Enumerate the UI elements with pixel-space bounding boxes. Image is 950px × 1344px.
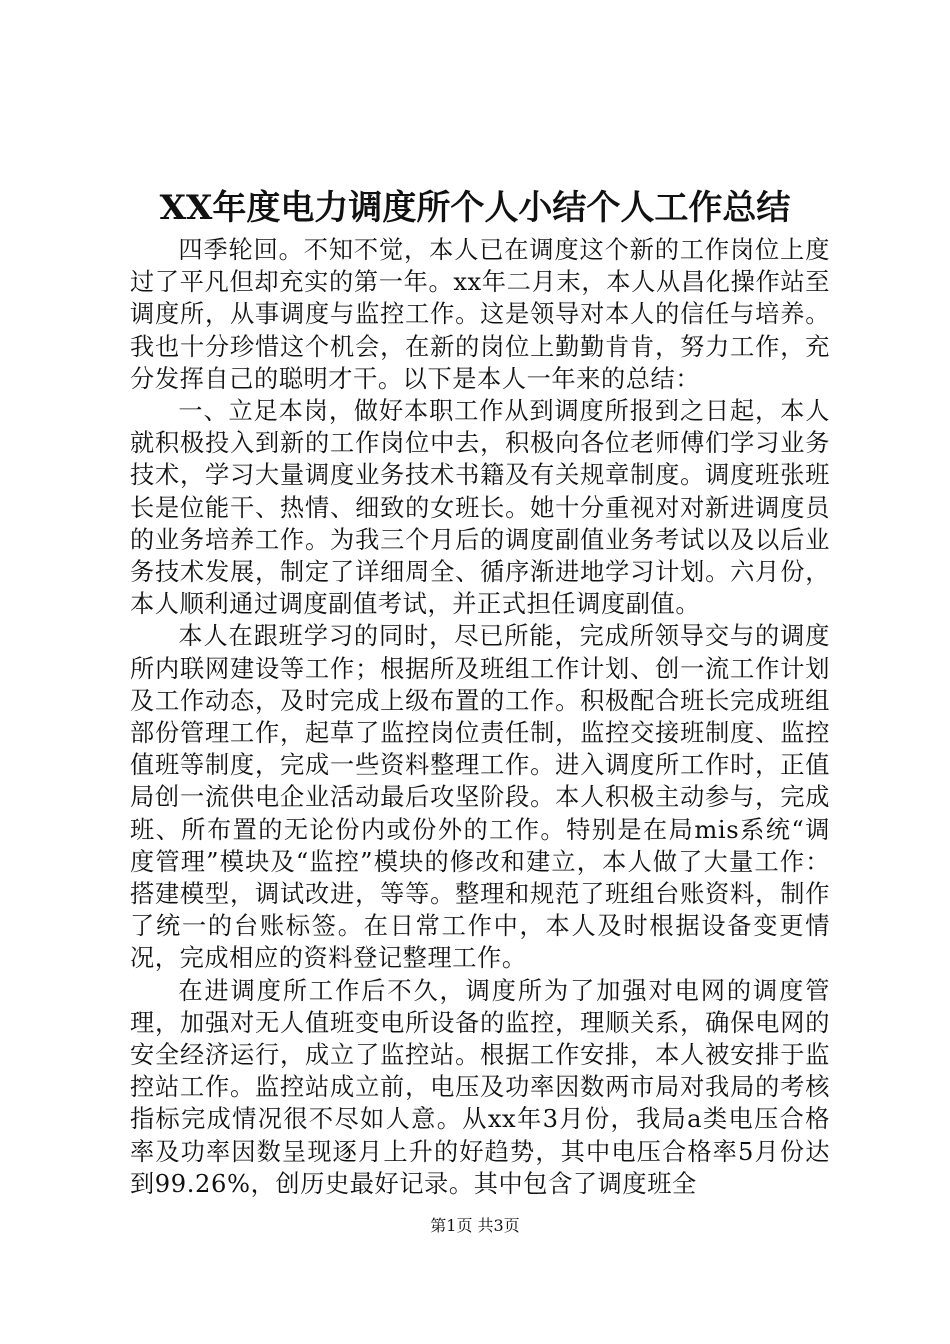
paragraph: 四季轮回。不知不觉，本人已在调度这个新的工作岗位上度过了平凡但却充实的第一年。xx年二月末，本人从昌化操作站至调度所，从事调度与监控工作。这是领导对本人的信任与培养。我也十分珍惜这个机会，在新的岗位上勤勤肯肯，努力工作，充分发挥自己的聪明才干。以下是本人一年来的总结： bbox=[130, 236, 830, 393]
page-footer: 第1页 共3页 bbox=[430, 1216, 520, 1235]
document-title: XX年度电力调度所个人小结个人工作总结 bbox=[159, 188, 791, 228]
paragraph: 一、立足本岗，做好本职工作从到调度所报到之日起，本人就积极投入到新的工作岗位中去，积极向各位老师傅们学习业务技术，学习大量调度业务技术书籍及有关规章制度。调度班张班长是位能干、热情、细致的女班长。她十分重视对对新进调度员的业务培养工作。为我三个月后的调度副值业务考试以及以后业务技术发展，制定了详细周全、循序渐进地学习计划。六月份，本人顺利通过调度副值考试，并正式担任调度副值。 bbox=[130, 397, 830, 619]
paragraph: 本人在跟班学习的同时，尽已所能，完成所领导交与的调度所内联网建设等工作；根据所及班组工作计划、创一流工作计划及工作动态，及时完成上级布置的工作。积极配合班长完成班组部份管理工作，起草了监控岗位责任制，监控交接班制度、监控值班等制度，完成一些资料整理工作。进入调度所工作时，正值局创一流供电企业活动最后攻坚阶段。本人积极主动参与，完成班、所布置的无论份内或份外的工作。特别是在局mis系统“调度管理”模块及“监控”模块的修改和建立，本人做了大量工作：搭建模型，调试改进，等等。整理和规范了班组台账资料，制作了统一的台账标签。在日常工作中，本人及时根据设备变更情况，完成相应的资料登记整理工作。 bbox=[130, 622, 830, 973]
paragraph: 在进调度所工作后不久，调度所为了加强对电网的调度管理，加强对无人值班变电所设备的监控，理顺关系，确保电网的安全经济运行，成立了监控站。根据工作安排，本人被安排于监控站工作。监控站成立前，电压及功率因数两市局对我局的考核指标完成情况很不尽如人意。从xx年3月份，我局a类电压合格率及功率因数呈现逐月上升的好趋势，其中电压合格率5月份达到99.26%，创历史最好记录。其中包含了调度班全 bbox=[130, 976, 830, 1198]
document-body bbox=[130, 234, 830, 1200]
